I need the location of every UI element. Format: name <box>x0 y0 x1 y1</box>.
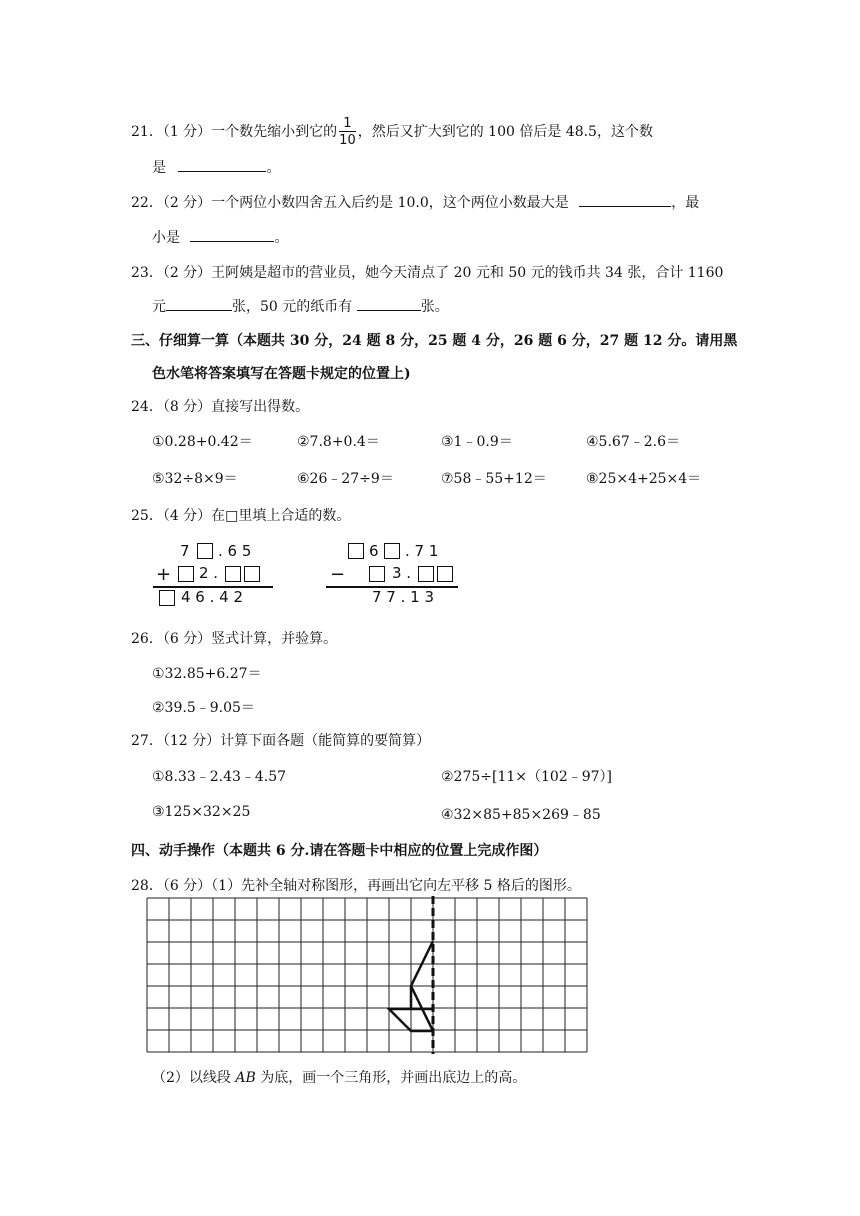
fill-box[interactable] <box>159 590 175 606</box>
q24-item: ①0.28+0.42＝ <box>152 434 253 450</box>
q27-item: ②275÷[11×（102﹣97）] <box>441 769 613 785</box>
fill-box[interactable] <box>384 543 400 559</box>
fill-box[interactable] <box>418 566 434 582</box>
q24-item: ④5.67﹣2.6＝ <box>586 434 680 450</box>
q25-title: 25．（4 分）在□里填上合适的数。 <box>131 508 351 524</box>
fill-box[interactable] <box>437 566 453 582</box>
section-3-heading-line1: 三、仔细算一算（本题共 30 分，24 题 8 分，25 题 4 分，26 题 6 分，27 题 12 分。请用黑 <box>131 333 738 349</box>
q28-part2: （2）以线段 AB 为底，画一个三角形，并画出底边上的高。 <box>152 1070 527 1086</box>
q24-item: ②7.8+0.4＝ <box>297 434 380 450</box>
fill-box[interactable] <box>369 566 385 582</box>
q24-item: ⑧25×4+25×4＝ <box>586 471 702 487</box>
fraction: $\frac{1}{10}$ <box>339 116 356 148</box>
q24-item: ⑤32÷8×9＝ <box>152 471 238 487</box>
segment-label: AB <box>235 1070 256 1086</box>
q27-item: ①8.33﹣2.43﹣4.57 <box>152 769 287 785</box>
fill-box[interactable] <box>244 566 260 582</box>
q24-item: ③1﹣0.9＝ <box>441 434 513 450</box>
fill-box[interactable] <box>178 566 194 582</box>
q22-line2: 小是 。 <box>152 227 288 247</box>
answer-blank[interactable] <box>190 227 274 242</box>
q24-item: ⑦58﹣55+12＝ <box>441 471 547 487</box>
section-4-heading: 四、动手操作（本题共 6 分.请在答题卡中相应的位置上完成作图） <box>131 843 548 859</box>
q26-item: ②39.5﹣9.05＝ <box>152 700 255 716</box>
q23-line1: 23．（2 分）王阿姨是超市的营业员，她今天清点了 20 元和 50 元的钱币共 34 张，合计 1160 <box>131 265 724 281</box>
q22-line1: 22．（2 分）一个两位小数四舍五入后约是 10.0，这个两位小数最大是 ，最 <box>131 192 699 212</box>
grid-lines <box>147 898 587 1052</box>
q24-item: ⑥26﹣27÷9＝ <box>297 471 394 487</box>
q23-line2: 元 张，50 元的纸币有 张。 <box>152 296 449 316</box>
answer-blank[interactable] <box>357 296 421 311</box>
q21-line2: 是 。 <box>152 157 280 177</box>
fill-box[interactable] <box>225 566 241 582</box>
section-3-heading-line2: 色水笔将答案填写在答题卡规定的位置上) <box>152 366 411 382</box>
q27-title: 27．（12 分）计算下面各题（能简算的要简算） <box>131 733 431 749</box>
fill-box[interactable] <box>197 543 213 559</box>
answer-blank[interactable] <box>579 192 671 207</box>
q26-title: 26．（6 分）竖式计算，并验算。 <box>131 631 338 647</box>
q26-item: ①32.85+6.27＝ <box>152 666 262 682</box>
q28-title: 28．（6 分）（1）先补全轴对称图形，再画出它向左平移 5 格后的图形。 <box>131 878 581 894</box>
q21-line1: 21．（1 分）一个数先缩小到它的 $\frac{1}{10}$ ，然后又扩大到它的 100 倍后是 48.5，这个数 <box>131 116 653 148</box>
answer-blank[interactable] <box>178 157 266 172</box>
q24-title: 24．（8 分）直接写出得数。 <box>131 399 310 415</box>
drawing-grid[interactable] <box>145 896 595 1058</box>
q27-item: ④32×85+85×269﹣85 <box>441 807 601 823</box>
q27-item: ③125×32×25 <box>152 804 251 820</box>
fill-box[interactable] <box>348 543 364 559</box>
answer-blank[interactable] <box>166 296 232 311</box>
